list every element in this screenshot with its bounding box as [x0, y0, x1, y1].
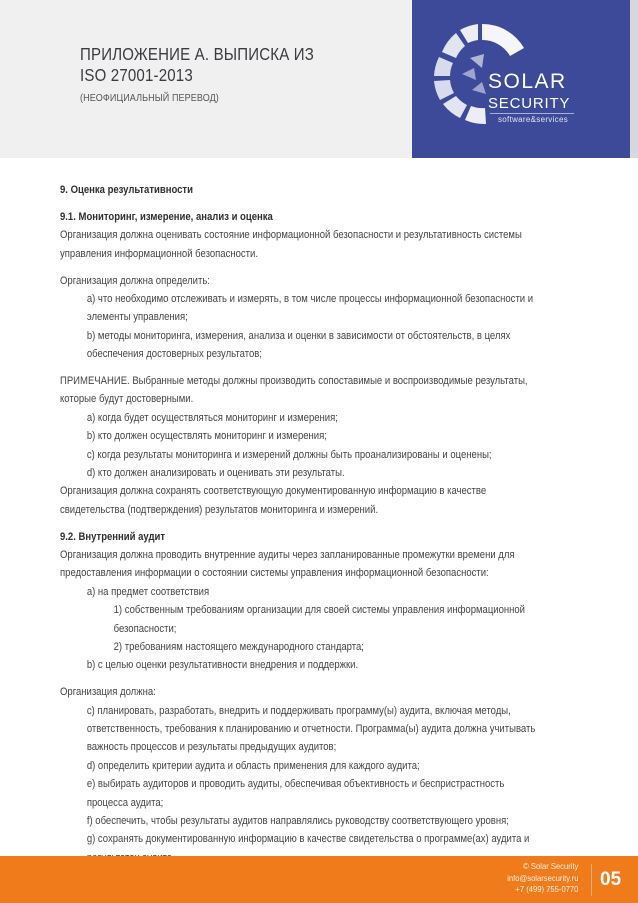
list-item: f) обеспечить, чтобы результаты аудитов направлялись руководству соответствующего уровня;	[86, 815, 509, 827]
header-edge-strip	[630, 0, 638, 158]
footer-copyright: © Solar Security	[522, 861, 578, 871]
list-item: a) когда будет осуществляться мониторинг и измерения;	[86, 411, 338, 424]
page-number: 05	[600, 869, 622, 890]
footer-email: info@solarsecurity.ru	[506, 872, 578, 883]
document-title-line1: ПРИЛОЖЕНИЕ А. ВЫПИСКА ИЗ	[80, 44, 315, 64]
document-title-line2: ISO 27001-2013	[80, 65, 193, 85]
list-item: c) когда результаты мониторинга и измерений должны быть проанализированы и оценены;	[86, 448, 492, 461]
sub-list-item: 2) требованиям настоящего международного стандарта;	[113, 640, 364, 653]
list-item-continuation: ответственность, требования к планированию и отчетности. Программа(ы) аудита должна учитывать	[86, 723, 536, 736]
list-item: d) определить критерии аудита и область применения для каждого аудита;	[86, 759, 420, 772]
list-item: e) выбирать аудиторов и проводить аудиты, обеспечивая объективность и беспристрастность	[86, 778, 505, 791]
subsection-heading: 9.2. Внутренний аудит	[60, 530, 166, 543]
footer-divider	[591, 864, 592, 896]
list-item-continuation: элементы управления;	[86, 311, 188, 324]
page-header	[0, 0, 638, 158]
footer-phone: +7 (499) 755-0770	[514, 884, 578, 894]
document-body	[60, 181, 580, 867]
footer-contacts	[507, 861, 578, 896]
subsection-heading: 9.1. Мониторинг, измерение, анализ и оценка	[60, 210, 273, 223]
note-line: ПРИМЕЧАНИЕ. Выбранные методы должны производить сопоставимые и воспроизводимые результаты,	[60, 375, 528, 388]
list-item: g) сохранять документированную информацию в качестве свидетельства о программе(ах) аудита и	[86, 833, 530, 846]
list-item: b) кто должен осуществлять мониторинг и измерения;	[86, 430, 327, 443]
paragraph-line: свидетельства (подтверждения) результатов мониторинга и измерений.	[60, 503, 379, 516]
sub-list-item-continuation: безопасности;	[113, 622, 177, 635]
sub-list-item: 1) собственным требованиям организации для своей системы управления информационной	[113, 604, 526, 617]
document-title	[80, 44, 364, 86]
list-item: d) кто должен анализировать и оценивать эти результаты.	[86, 466, 345, 479]
logo-solar-wordmark: SOLAR	[488, 70, 567, 93]
section-heading: 9. Оценка результативности	[60, 184, 193, 196]
solar-security-logo	[412, 0, 630, 158]
paragraph-line: Организация должна:	[60, 686, 156, 699]
paragraph-line: Организация должна проводить внутренние аудиты через запланированные промежутки времени для	[60, 549, 515, 562]
logo-tagline: software&services	[498, 115, 569, 124]
list-item: a) что необходимо отслеживать и измерять, в том числе процессы информационной безопасности и	[86, 292, 534, 305]
paragraph-line: Организация должна оценивать состояние информационной безопасности и результативность системы	[60, 229, 522, 242]
list-item: c) планировать, разработать, внедрить и поддерживать программу(ы) аудита, включая методы,	[86, 704, 511, 717]
list-item: b) с целью оценки результативности внедрения и поддержки.	[86, 659, 359, 672]
paragraph-line: Организация должна определить:	[60, 274, 210, 287]
paragraph-line: предоставления информации о состоянии системы управления информационной безопасности:	[60, 567, 489, 580]
list-item-continuation: процесса аудита;	[86, 796, 164, 809]
paragraph-line: управления информационной безопасности.	[60, 247, 258, 260]
list-item-continuation: обеспечения достоверных результатов;	[86, 348, 262, 361]
list-item: a) на предмет соответствия	[86, 585, 210, 598]
page-footer	[0, 856, 638, 903]
paragraph-line: Организация должна сохранять соответствующую документированную информацию в качестве	[60, 485, 487, 498]
list-item-continuation: важность процессов и результаты предыдущих аудитов;	[86, 741, 337, 754]
document-subtitle: (НЕОФИЦИАЛЬНЫЙ ПЕРЕВОД)	[80, 92, 219, 104]
note-line: которые будут достоверными.	[60, 393, 194, 406]
logo-security-wordmark: SECURITY	[488, 95, 571, 112]
logo-divider	[490, 113, 574, 114]
list-item: b) методы мониторинга, измерения, анализа и оценки в зависимости от обстоятельств, в целях	[86, 329, 511, 342]
